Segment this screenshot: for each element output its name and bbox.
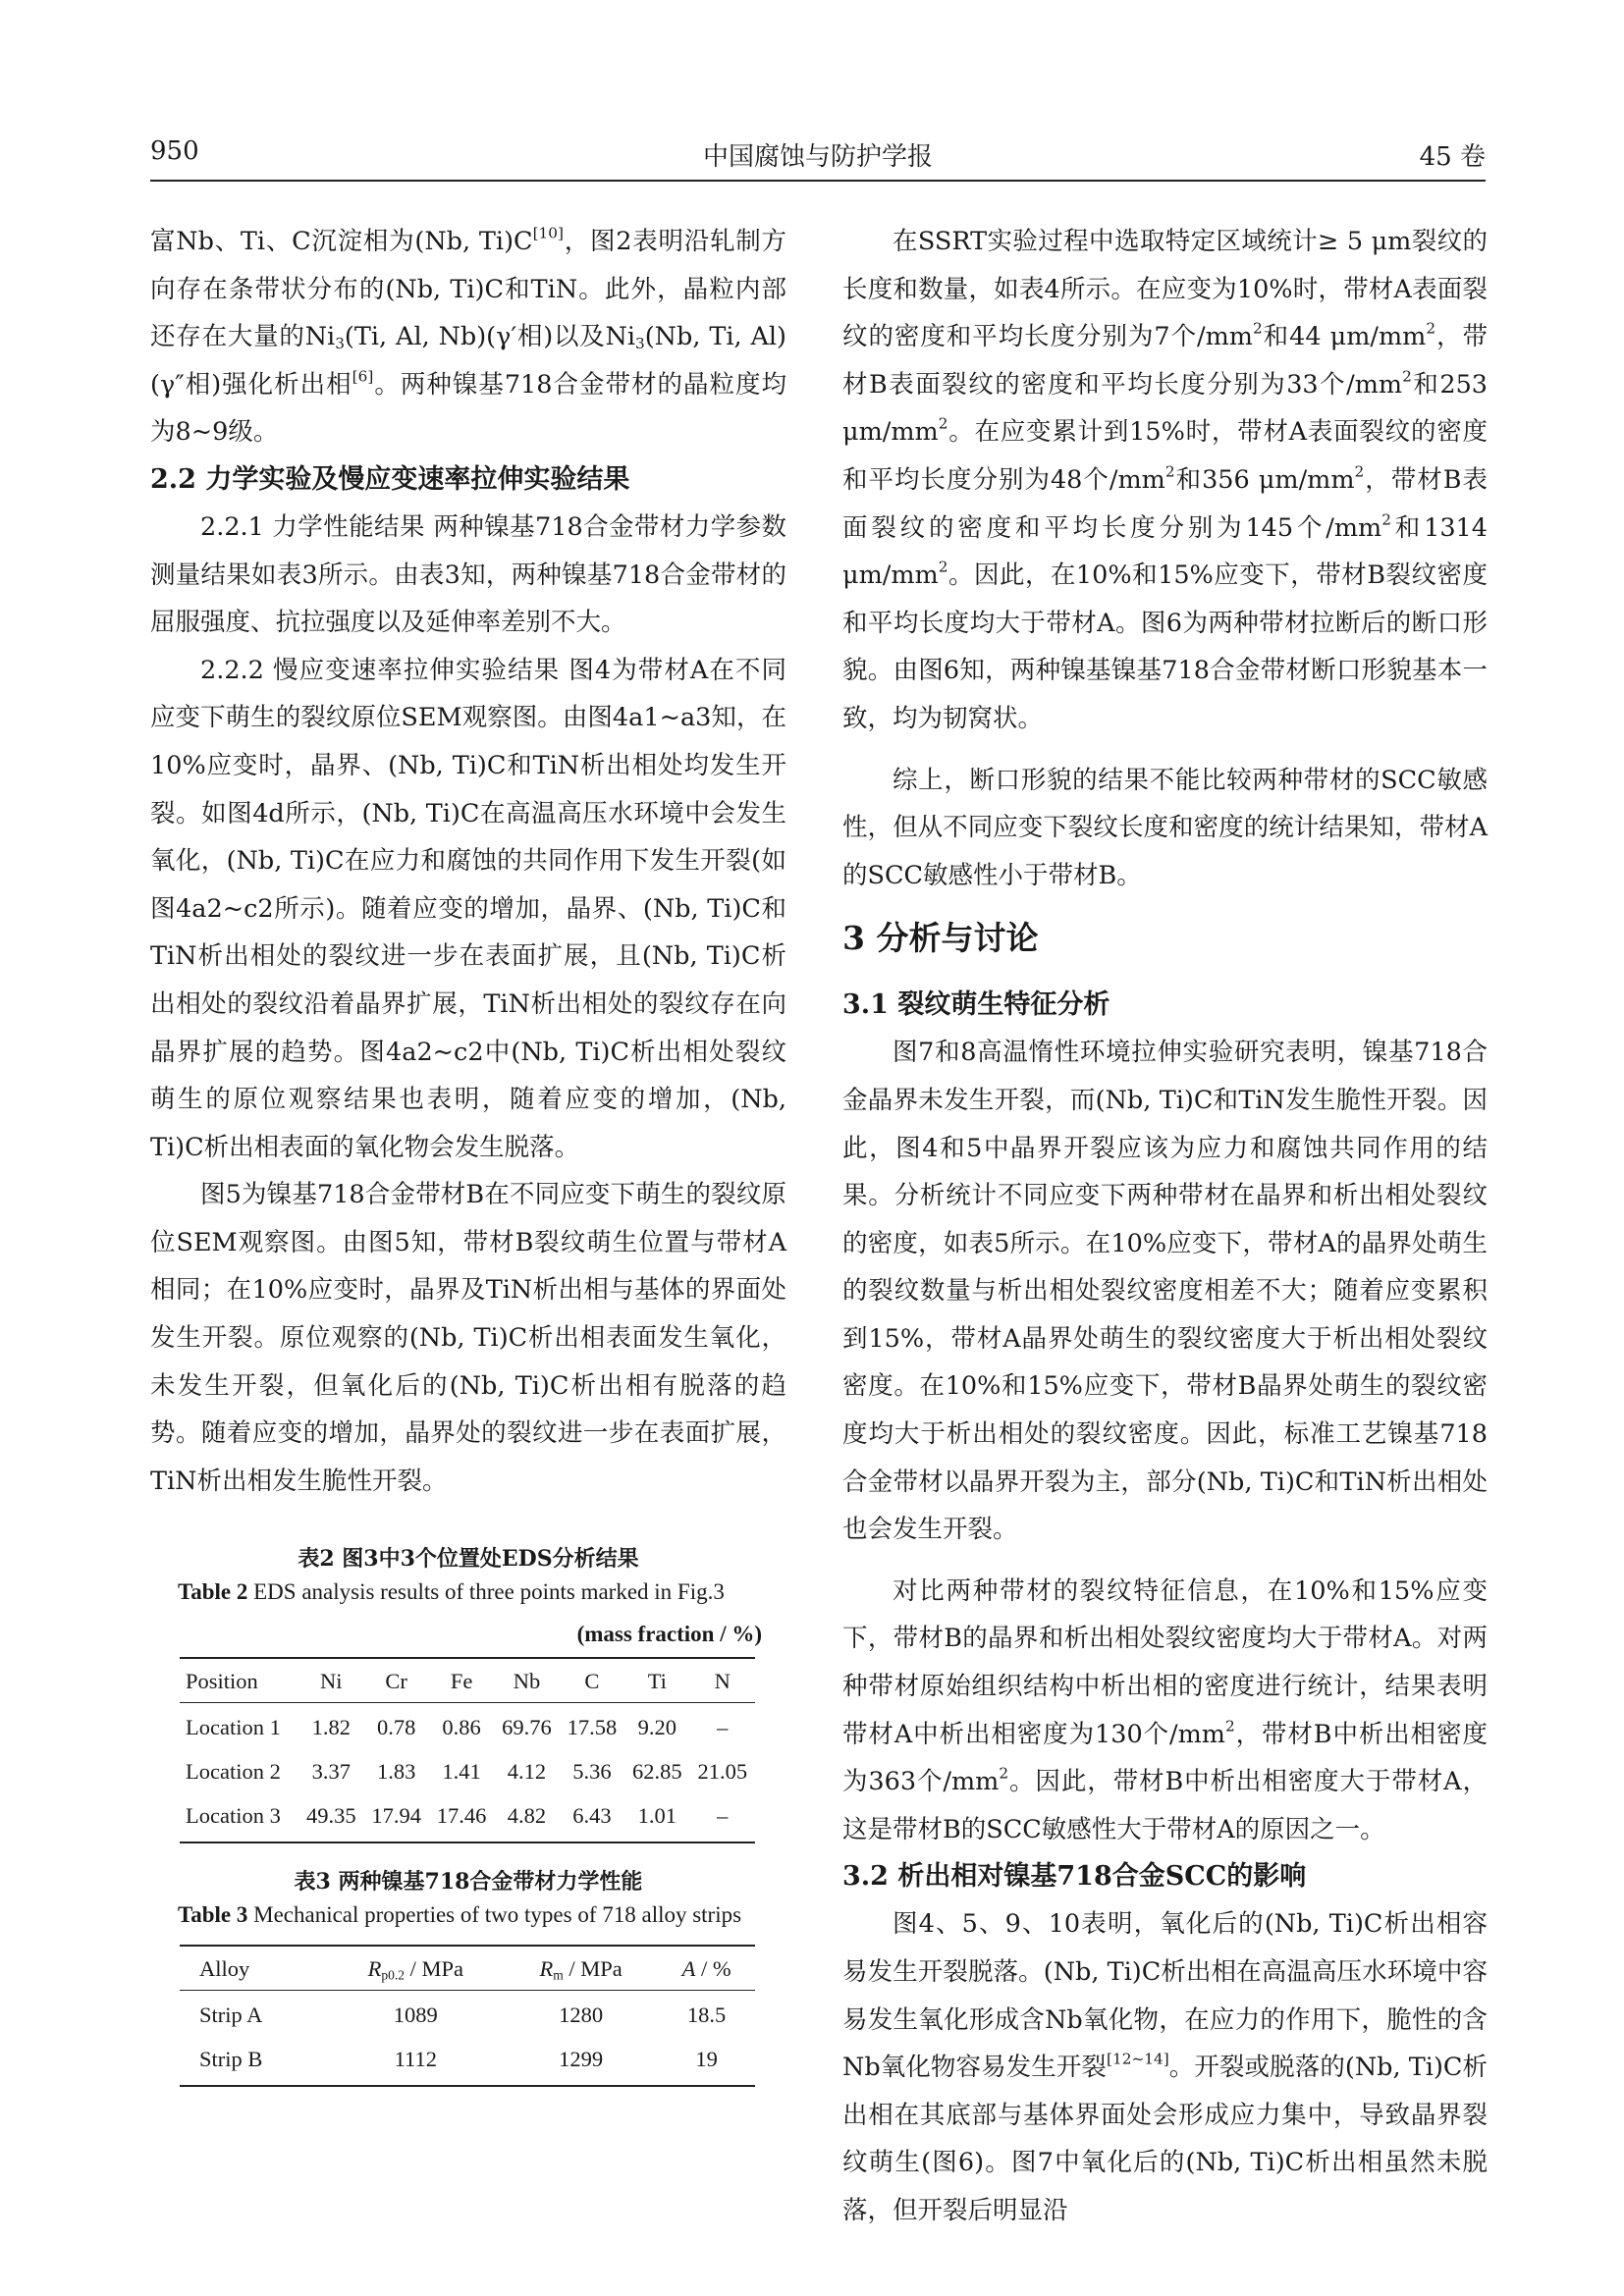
table-row (180, 1747, 755, 1791)
col-header: Ni (298, 1658, 363, 1703)
left-column (150, 218, 786, 2087)
table-cell: 21.05 (697, 1759, 748, 1785)
mechanical-properties-table (180, 1945, 755, 2087)
running-header (150, 131, 1486, 182)
journal-title: 中国腐蚀与防护学报 (702, 142, 933, 172)
table-row (180, 1991, 755, 2036)
table-row (180, 2035, 755, 2086)
col-header: Fe (429, 1658, 494, 1703)
table-cell: 17.46 (429, 1791, 494, 1842)
paragraph-mechanical-results: 2.2.1 力学性能结果 两种镍基718合金带材力学参数测量结果如表3所示。由表3知，两种镍基718合金带材的屈服强度、抗拉强度以及延伸率差别不大。 (150, 511, 786, 638)
table-cell: Location 3 (180, 1791, 298, 1842)
paragraph-crack-initiation: 图7和8高温惰性环境拉伸实验研究表明，镍基718合金晶界未发生开裂，而(Nb, Ti)C和TiN发生脆性开裂。因此，图4和5中晶界开裂应该为应力和腐蚀共同作用的结果。分析统计不同应变下两种带材在晶界和析出相处裂纹的密度，如表5所示。在10%应变下，带材A的晶界处萌生的裂纹数量与析出相处裂纹密度相差不大；随着应变累积到15%，带材A晶界处萌生的裂纹密度大于析出相处裂纹密度。在10%和15%应变下，带材B晶界处萌生的裂纹密度均大于析出相处的裂纹密度。因此，标准工艺镍基718合金带材以晶界开裂为主，部分(Nb, Ti)C和TiN析出相处也会发生开裂。 (842, 1038, 1488, 1545)
col-header: N (690, 1658, 756, 1703)
table-2-caption-en: Table 2 EDS analysis results of three points marked in Fig.3 (178, 1579, 725, 1605)
col-header-alloy: Alloy (180, 1946, 328, 1991)
col-header: Cr (363, 1658, 428, 1703)
table-row (180, 1703, 755, 1748)
section-heading-3: 3 分析与讨论 (842, 919, 1039, 958)
table-3-caption-zh: 表3 两种镍基718合金带材力学性能 (294, 1869, 643, 1896)
col-header-elongation: A / % (658, 1946, 755, 1991)
table-3 (150, 1865, 786, 2087)
table-cell: 19 (658, 2035, 755, 2086)
section-heading-3-2: 3.2 析出相对镍基718合金SCC的影响 (842, 1861, 1307, 1893)
table-cell: – (717, 1715, 729, 1740)
table-cell: 49.35 (298, 1791, 363, 1842)
paragraph-precipitates: 富Nb、Ti、C沉淀相为(Nb, Ti)C[10]，图2表明沿轧制方向存在条带状分布的(Nb, Ti)C和TiN。此外，晶粒内部还存在大量的$Ni_3(Ti$, Al, Nb)(γ′相)以及$Ni_3(Nb$, Ti, Al)(γ″相)强化析出相[6]。两种镍基718合金带材的晶粒度均为8~9级。 (150, 224, 786, 448)
table-cell: Location 1 (186, 1715, 281, 1740)
table-cell: 4.12 (507, 1759, 547, 1785)
table-cell: 17.58 (567, 1715, 618, 1740)
col-header-rp02: $R_{p0.2}$ / MPa (328, 1946, 504, 1991)
volume-label: 45 卷 (1419, 142, 1486, 172)
table-cell: 18.5 (686, 2002, 727, 2028)
col-header-rm: $R_m$ / MPa (504, 1946, 658, 1991)
section-heading-2-2: 2.2 力学实验及慢应变速率拉伸实验结果 (150, 463, 630, 495)
paragraph-precipitate-density: 对比两种带材的裂纹特征信息，在10%和15%应变下，带材B的晶界和析出相处裂纹密度均大于带材A。对两种带材原始组织结构中析出相的密度进行统计，结果表明带材A中析出相密度为130个$/mm^2$，带材B中析出相密度为363个$/mm^2$。因此，带材B中析出相密度大于带材A，这是带材B的SCC敏感性大于带材A的原因之一。 (842, 1575, 1489, 1844)
table-cell: 1112 (328, 2035, 504, 2086)
page-number: 950 (150, 136, 199, 166)
table-row (180, 1791, 755, 1842)
table-cell: 9.20 (637, 1715, 677, 1740)
col-header: Ti (624, 1658, 689, 1703)
table-2-unit: (mass fraction / %) (576, 1622, 762, 1647)
paragraph-ssrt-strip-b: 图5为镍基718合金带材B在不同应变下萌生的裂纹原位SEM观察图。由图5知，带材B裂纹萌生位置与带材A相同；在10%应变时，晶界及TiN析出相与基体的界面处发生开裂。原位观察的(Nb, Ti)C析出相表面发生氧化，未发生开裂，但氧化后的(Nb, Ti)C析出相有脱落的趋势。随着应变的增加，晶界处的裂纹进一步在表面扩展，TiN析出相发生脆性开裂。 (150, 1180, 786, 1496)
table-cell: 5.36 (572, 1759, 612, 1785)
table-cell: 1.41 (442, 1759, 481, 1785)
table-cell: 1280 (559, 2002, 604, 2028)
table-cell: 62.85 (631, 1759, 682, 1785)
table-cell: 1.82 (311, 1715, 351, 1740)
table-cell: 17.94 (363, 1791, 428, 1842)
paragraph-precipitate-effect: 图4、5、9、10表明，氧化后的(Nb, Ti)C析出相容易发生开裂脱落。(Nb, Ti)C析出相在高温高压水环境中容易发生氧化形成含Nb氧化物，在应力的作用下，脆性的含Nb氧化物容易发生开裂[12~14]。开裂或脱落的(Nb, Ti)C析出相在其底部与基体界面处会形成应力集中，导致晶界裂纹萌生(图6)。图7中氧化后的(Nb, Ti)C析出相虽然未脱落，但开裂后明显沿 (842, 1909, 1488, 2225)
table-cell: 1.83 (376, 1759, 416, 1785)
section-heading-3-1: 3.1 裂纹萌生特征分析 (842, 989, 1110, 1021)
table-cell: 0.86 (442, 1715, 481, 1740)
table-cell: 0.78 (376, 1715, 416, 1740)
col-header: Nb (494, 1658, 559, 1703)
table-cell: 3.37 (311, 1759, 351, 1785)
table-3-caption-en: Table 3 Mechanical properties of two types of 718 alloy strips (178, 1902, 742, 1928)
eds-table (180, 1657, 755, 1843)
paragraph-summary: 综上，断口形貌的结果不能比较两种带材的SCC敏感性，但从不同应变下裂纹长度和密度的统计结果知，带材A的SCC敏感性小于带材B。 (842, 765, 1488, 890)
table-cell: – (690, 1791, 756, 1842)
paragraph-crack-statistics: 在SSRT实验过程中选取特定区域统计≥ 5 μm裂纹的长度和数量，如表4所示。在应变为10%时，带材A表面裂纹的密度和平均长度分别为7个$/mm^2$和44 $\mu m/mm^2$，带材B表面裂纹的密度和平均长度分别为33个$/mm^2$和253 $\mu m/mm^2$。在应变累计到15%时，带材A表面裂纹的密度和平均长度分别为48个$/mm^2$和356 $\mu m/mm^2$，带材B表面裂纹的密度和平均长度分别为145个$/mm^2$和1314 $\mu m/mm^2$。因此，在10%和15%应变下，带材B裂纹密度和平均长度均大于带材A。图6为两种带材拉断后的断口形貌。由图6知，两种镍基镍基718合金带材断口形貌基本一致，均为韧窝状。 (842, 227, 1489, 733)
paragraph-ssrt-strip-a: 2.2.2 慢应变速率拉伸实验结果 图4为带材A在不同应变下萌生的裂纹原位SEM观察图。由图4a1~a3知，在10%应变时，晶界、(Nb, Ti)C和TiN析出相处均发生开裂。如图4d所示，(Nb, Ti)C在高温高压水环境中会发生氧化，(Nb, Ti)C在应力和腐蚀的共同作用下发生开裂(如图4a2~c2所示)。随着应变的增加，晶界、(Nb, Ti)C和TiN析出相处的裂纹进一步在表面扩展，且(Nb, Ti)C析出相处的裂纹沿着晶界扩展，TiN析出相处的裂纹存在向晶界扩展的趋势。图4a2~c2中(Nb, Ti)C析出相处裂纹萌生的原位观察结果也表明，随着应变的增加，(Nb, Ti)C析出相表面的氧化物会发生脱落。 (150, 655, 786, 1162)
table-cell: Strip A (199, 2002, 263, 2028)
col-header: Position (180, 1658, 298, 1703)
table-cell: 1089 (393, 2002, 438, 2028)
table-cell: 1299 (504, 2035, 658, 2086)
table-cell: Location 2 (186, 1759, 281, 1785)
table-cell: 6.43 (560, 1791, 624, 1842)
table-cell: Strip B (180, 2035, 328, 2086)
table-2 (150, 1542, 786, 1843)
table-cell: 1.01 (624, 1791, 689, 1842)
right-column (842, 218, 1488, 2235)
table-cell: 4.82 (494, 1791, 559, 1842)
col-header: C (560, 1658, 624, 1703)
table-cell: 69.76 (502, 1715, 552, 1740)
table-2-caption-zh: 表2 图3中3个位置处EDS分析结果 (298, 1546, 639, 1573)
